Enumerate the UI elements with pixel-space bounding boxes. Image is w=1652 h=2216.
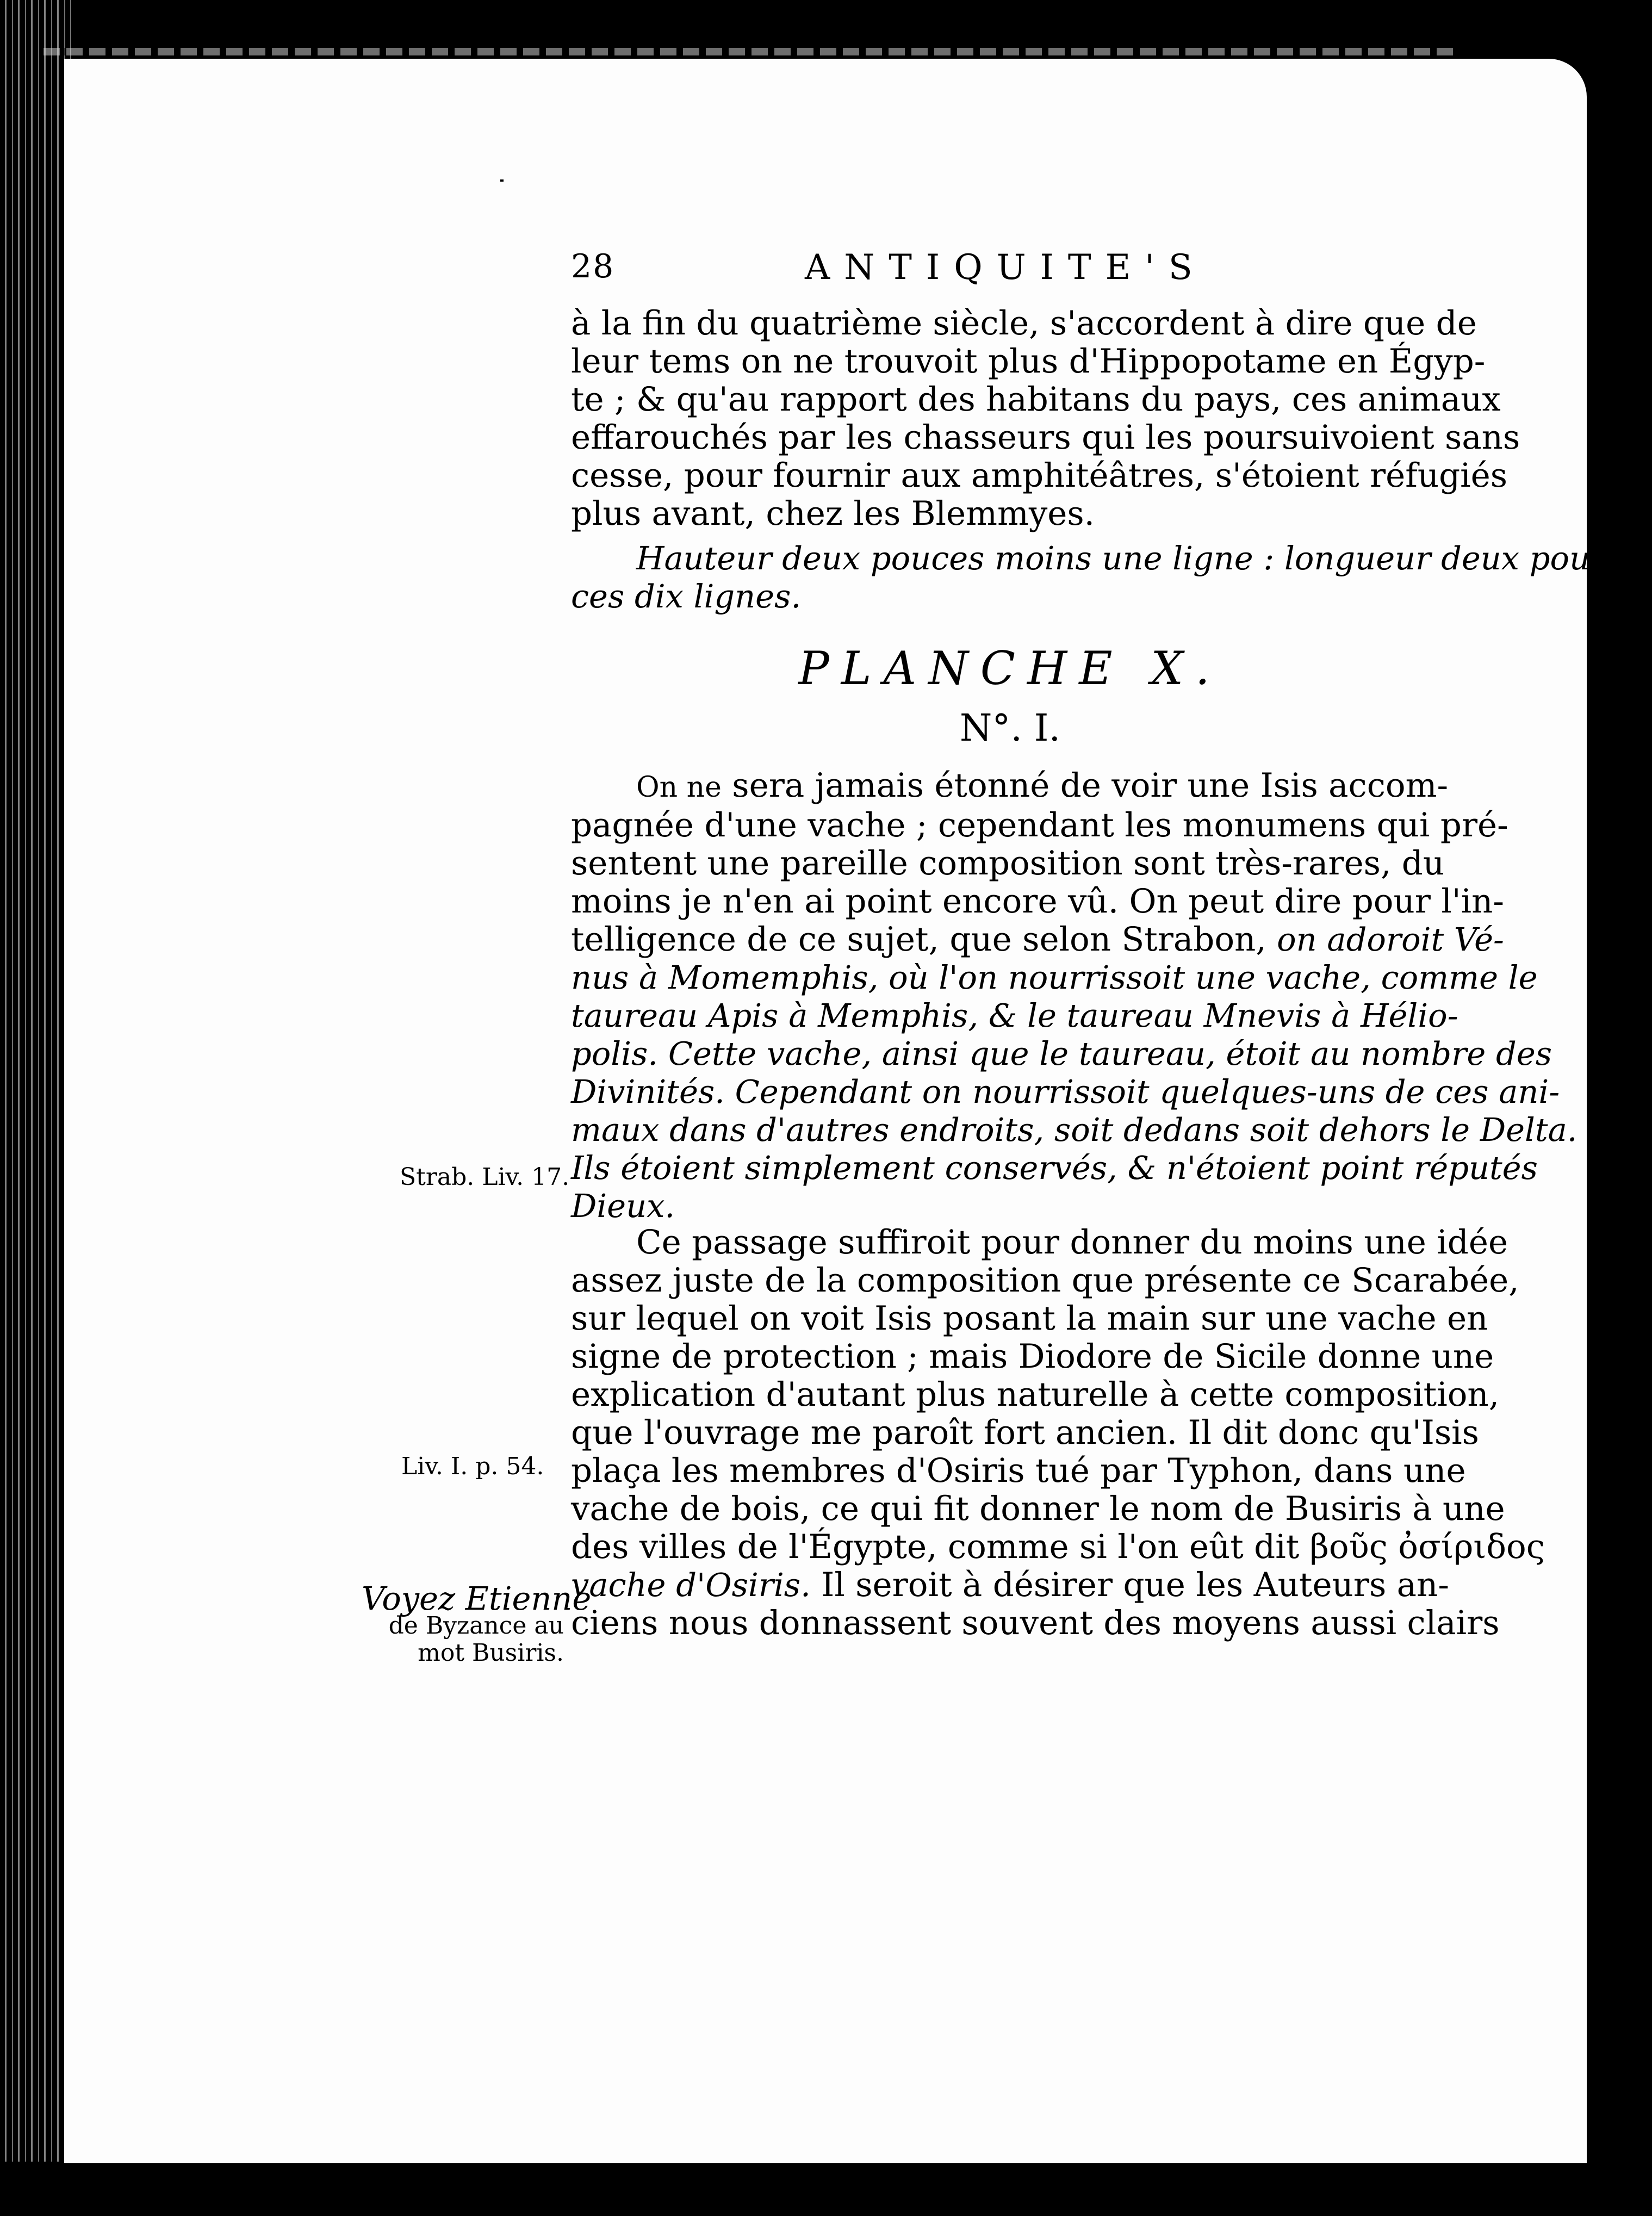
margin-note-line: Voyez Etienne: [362, 1580, 592, 1617]
text-line: à la fin du quatrième siècle, s'accordent à dire que de: [571, 304, 1477, 343]
quote-start: on adoroit Vé-: [1277, 921, 1504, 958]
section-title: PLANCHE X.: [798, 642, 1222, 695]
section-number: N°. I.: [959, 707, 1061, 750]
text-line: signe de protection ; mais Diodore de Sicile donne une: [571, 1337, 1494, 1376]
margin-note-strabo: Strab. Liv. 17.: [400, 1163, 570, 1191]
paragraph-2: [571, 766, 1578, 1225]
page-edge-left: [0, 0, 71, 2216]
text-line: sur lequel on voit Isis posant la main sur une vache en: [571, 1299, 1488, 1338]
italic-phrase: vache d'Osiris.: [571, 1566, 811, 1604]
ink-speck: [500, 179, 504, 182]
text-line: te ; & qu'au rapport des habitans du pays, ces animaux: [571, 380, 1501, 419]
text-line: plaça les membres d'Osiris tué par Typhon, dans une: [571, 1451, 1466, 1490]
text-line: sentent une pareille composition sont très-rares, du: [571, 844, 1445, 883]
text-line: moins je n'en ai point encore vû. On peut dire pour l'in-: [571, 882, 1505, 921]
text-line: cesse, pour fournir aux amphitéâtres, s'étoient réfugiés: [571, 456, 1508, 495]
quote-line: taureau Apis à Memphis, & le taureau Mnevis à Hélio-: [571, 997, 1458, 1034]
margin-note-diodore: Liv. I. p. 54.: [401, 1452, 544, 1480]
text-line: pagnée d'une vache ; cependant les monumens qui pré-: [571, 806, 1508, 845]
drop-cap-words: On ne: [636, 771, 722, 804]
margin-note-etienne: [362, 1580, 592, 1667]
page-edge-top: [44, 48, 1457, 55]
text-line: [571, 767, 1449, 806]
text-line: que l'ouvrage me paroît fort ancien. Il dit donc qu'Isis: [571, 1413, 1479, 1452]
quote-line: Ils étoient simplement conservés, & n'étoient point réputés: [571, 1149, 1538, 1187]
text-line: ces dix lignes.: [571, 578, 802, 615]
text-line: Hauteur deux pouces moins une ligne : longueur deux pou-: [636, 539, 1601, 577]
quote-line: nus à Momemphis, où l'on nourrissoit une vache, comme le: [571, 959, 1538, 996]
text-line: Ce passage suffiroit pour donner du moins une idée: [636, 1223, 1508, 1262]
dimensions-note: [571, 539, 1601, 616]
page-header: [571, 247, 1468, 302]
paragraph-1: [571, 304, 1520, 533]
text-span: sera jamais étonné de voir une Isis accom-: [721, 766, 1449, 805]
quote-line: Dieux.: [571, 1187, 675, 1225]
text-line: [571, 1566, 1449, 1604]
paragraph-3: [571, 1223, 1545, 1642]
text-line: effarouchés par les chasseurs qui les poursuivoient sans: [571, 418, 1520, 457]
scan-border-bottom: [0, 2162, 1652, 2216]
text-line: des villes de l'Égypte, comme si l'on eût dit βοῦς ὀσίριδος: [571, 1528, 1545, 1566]
text-line: explication d'autant plus naturelle à cette composition,: [571, 1375, 1500, 1414]
text-span: Il seroit à désirer que les Auteurs an-: [810, 1566, 1449, 1604]
text-line: ciens nous donnassent souvent des moyens aussi clairs: [571, 1604, 1500, 1642]
text-line: assez juste de la composition que présente ce Scarabée,: [571, 1261, 1519, 1300]
quote-line: maux dans d'autres endroits, soit dedans soit dehors le Delta.: [571, 1111, 1578, 1149]
quote-line: polis. Cette vache, ainsi que le taureau, étoit au nombre des: [571, 1035, 1552, 1072]
quote-line: Divinités. Cependant on nourrissoit quelques-uns de ces ani-: [571, 1073, 1560, 1110]
text-line: plus avant, chez les Blemmyes.: [571, 494, 1095, 533]
margin-note-line: de Byzance au: [388, 1612, 564, 1640]
margin-note-line: mot Busiris.: [418, 1639, 564, 1667]
page-number: 28: [571, 247, 615, 285]
text-line: vache de bois, ce qui fit donner le nom de Busiris à une: [571, 1489, 1505, 1528]
text-span: telligence de ce sujet, que selon Strabon,: [571, 920, 1277, 959]
text-line: leur tems on ne trouvoit plus d'Hippopotame en Égyp-: [571, 342, 1486, 381]
running-title: ANTIQUITE'S: [805, 247, 1207, 288]
text-line: [571, 920, 1504, 959]
